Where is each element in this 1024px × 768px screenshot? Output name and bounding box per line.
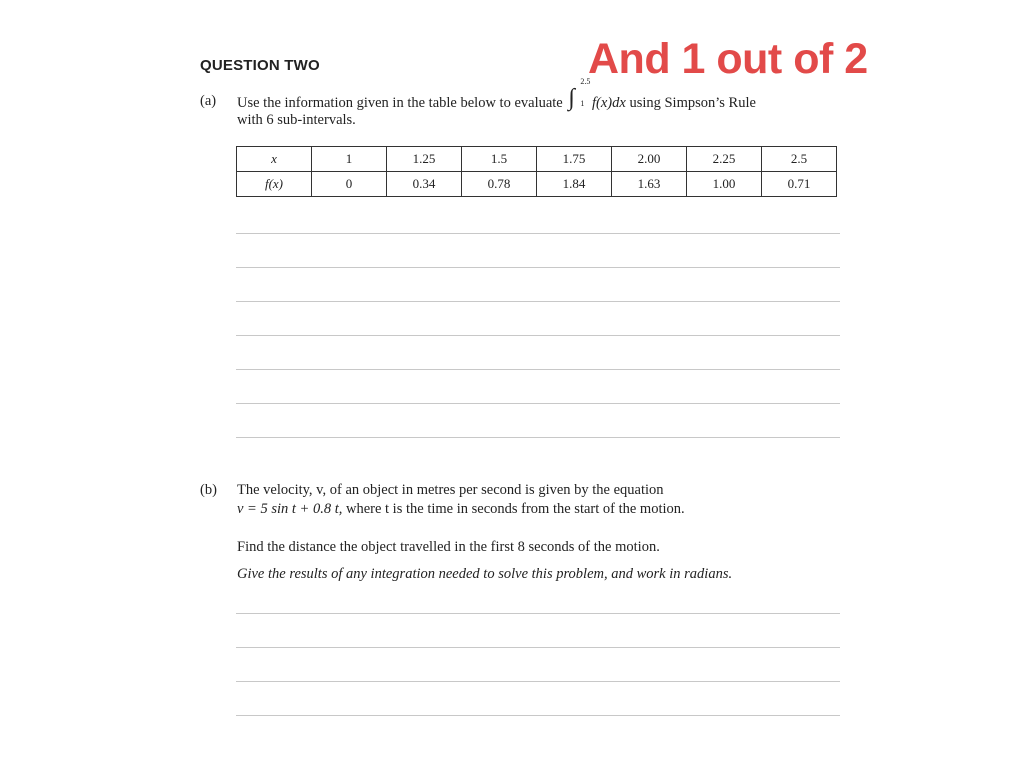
table-cell: 1.00 (687, 172, 762, 197)
table-cell: 0.71 (762, 172, 837, 197)
answer-line[interactable] (236, 233, 840, 234)
answer-line[interactable] (236, 613, 840, 614)
table-cell: 2.5 (762, 147, 837, 172)
table-cell: 1.63 (612, 172, 687, 197)
answer-line[interactable] (236, 681, 840, 682)
table-cell: 0.78 (462, 172, 537, 197)
annotation-overlay: And 1 out of 2 (588, 35, 868, 83)
part-b-label: (b) (200, 482, 217, 498)
table-row-x (237, 147, 837, 172)
table-cell: 1.75 (537, 147, 612, 172)
integrand: f(x)dx (592, 95, 626, 111)
table-row-label: f(x) (237, 172, 312, 197)
part-b-line3: Find the distance the object travelled in the first 8 seconds of the motion. (237, 539, 660, 555)
answer-line[interactable] (236, 369, 840, 370)
answer-line[interactable] (236, 301, 840, 302)
answer-line[interactable] (236, 647, 840, 648)
table-row-label: x (237, 147, 312, 172)
values-table (236, 146, 837, 197)
part-b-line2 (237, 501, 685, 518)
table-cell: 2.25 (687, 147, 762, 172)
answer-line[interactable] (236, 267, 840, 268)
integral-symbol: ∫ 2.5 1 (568, 77, 591, 111)
table-cell: 1.25 (387, 147, 462, 172)
table-cell: 0 (312, 172, 387, 197)
question-title: QUESTION TWO (200, 57, 320, 74)
part-a-method-text: using Simpson’s Rule (629, 95, 756, 111)
table-cell: 0.34 (387, 172, 462, 197)
answer-line[interactable] (236, 403, 840, 404)
table-cell: 1.5 (462, 147, 537, 172)
velocity-equation: v = 5 sin t + 0.8 t, (237, 501, 343, 517)
table-cell: 1 (312, 147, 387, 172)
part-b-line1: The velocity, v, of an object in metres per second is given by the equation (237, 482, 664, 498)
part-b-time-text: where t is the time in seconds from the start of the motion. (345, 501, 685, 517)
part-a-label: (a) (200, 93, 217, 109)
part-b-instruction: Give the results of any integration needed to solve this problem, and work in radians. (237, 566, 733, 582)
part-a-intro-text: Use the information given in the table below to evaluate (237, 95, 563, 111)
answer-line[interactable] (236, 437, 840, 438)
answer-line[interactable] (236, 335, 840, 336)
integral-lower-limit: 1 (580, 99, 585, 108)
answer-line[interactable] (236, 715, 840, 716)
table-row-fx (237, 172, 837, 197)
part-a-line1 (237, 77, 756, 112)
part-a-line2: with 6 sub-intervals. (237, 112, 356, 128)
table-cell: 1.84 (537, 172, 612, 197)
table-cell: 2.00 (612, 147, 687, 172)
integral-upper-limit: 2.5 (580, 77, 591, 86)
